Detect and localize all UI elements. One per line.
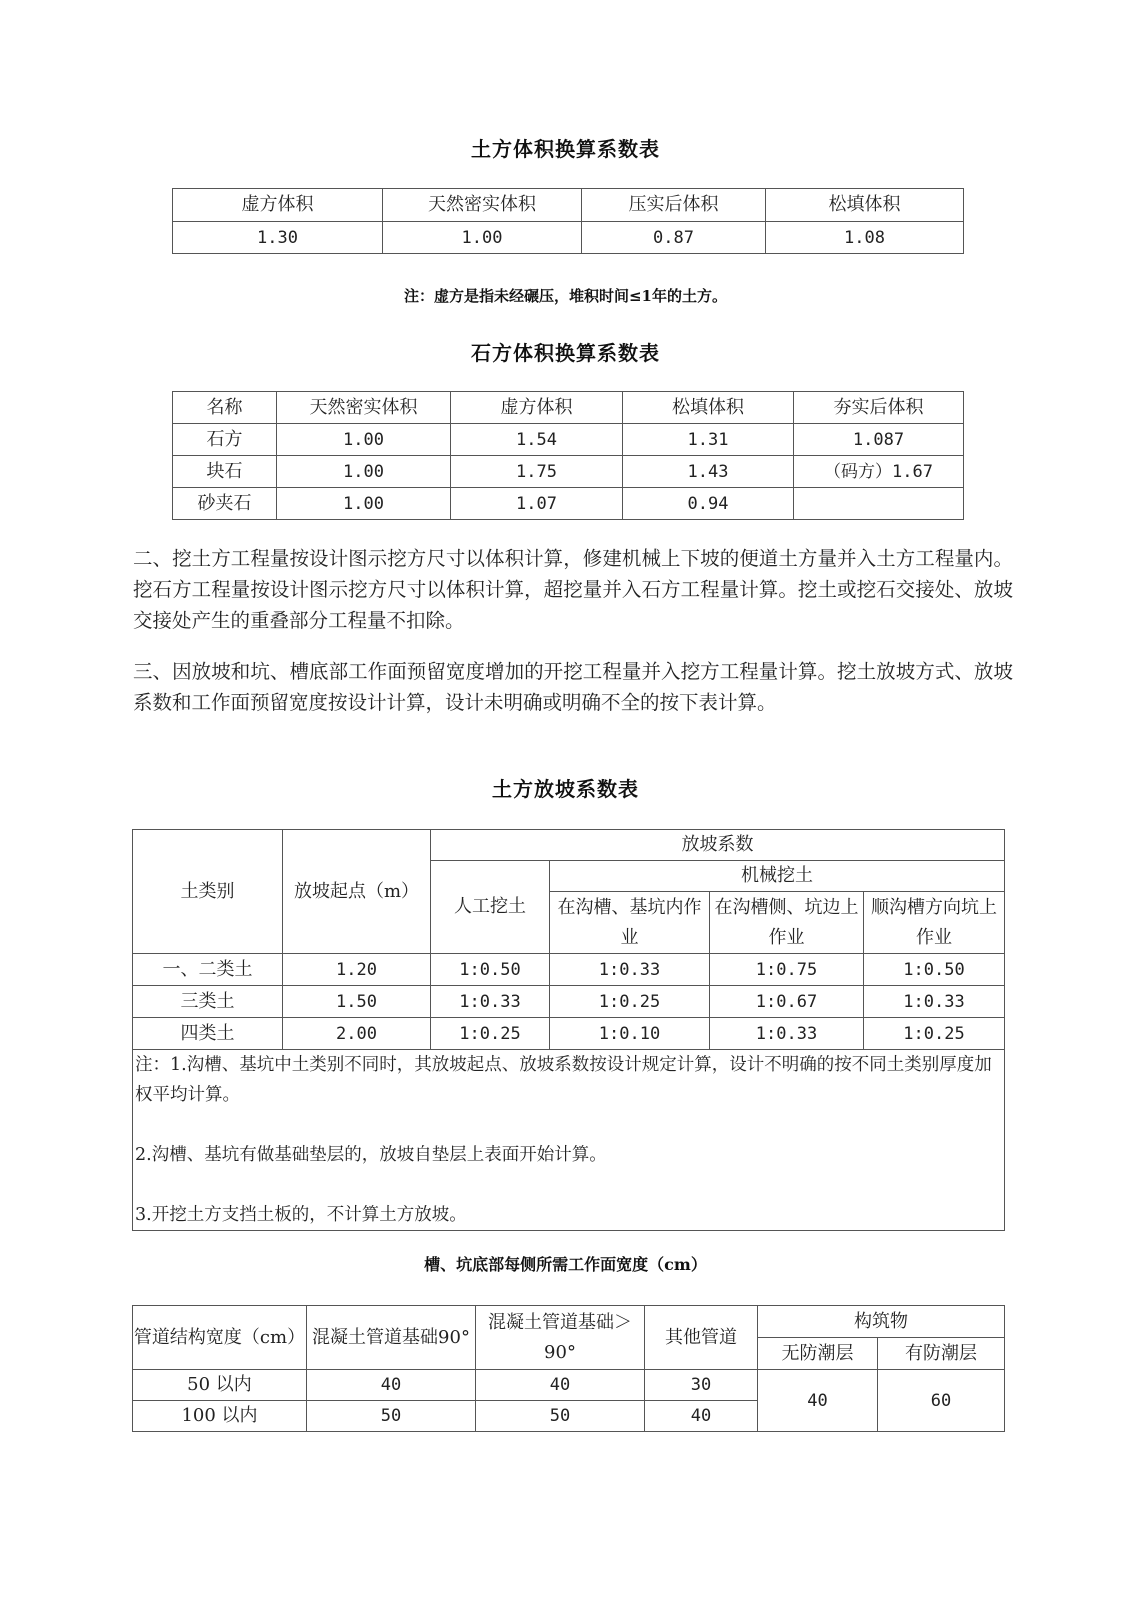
- slope-notes: [133, 1050, 1005, 1231]
- value-cell: 50: [476, 1401, 645, 1432]
- value-cell: 1:0.33: [431, 986, 550, 1018]
- slope-coefficient-table: [132, 829, 1005, 1231]
- header-cell: 夯实后体积: [794, 392, 964, 424]
- value-cell: 1.00: [277, 456, 451, 488]
- value-cell: 30: [645, 1370, 758, 1401]
- value-cell: 1.54: [451, 424, 623, 456]
- paragraph-3: 三、因放坡和坑、槽底部工作面预留宽度增加的开挖工程量并入挖方工程量计算。挖土放坡方式、放坡系数和工作面预留宽度按设计计算，设计未明确或明确不全的按下表计算。: [133, 660, 1013, 714]
- header-machine: 机械挖土: [550, 861, 1005, 892]
- row-label: 一、二类土: [133, 954, 283, 986]
- value-cell: 1.08: [766, 222, 964, 254]
- header-cell: 松填体积: [623, 392, 794, 424]
- table-row: [173, 488, 964, 520]
- value-cell: 1.50: [283, 986, 431, 1018]
- value-cell: 1.30: [173, 222, 383, 254]
- value-cell: 1.20: [283, 954, 431, 986]
- value-cell: 1:0.25: [431, 1018, 550, 1050]
- header-machine-along: 顺沟槽方向坑上作业: [864, 892, 1005, 954]
- value-cell: 40: [476, 1370, 645, 1401]
- value-cell: 1:0.67: [710, 986, 864, 1018]
- value-cell: 1:0.25: [550, 986, 710, 1018]
- earth-volume-table: [172, 188, 964, 254]
- value-cell: 1:0.50: [864, 954, 1005, 986]
- value-cell: 1:0.33: [710, 1018, 864, 1050]
- table-row: [173, 456, 964, 488]
- note-3: 3.开挖土方支挡土板的，不计算土方放坡。: [135, 1205, 467, 1225]
- header-cell: 名称: [173, 392, 277, 424]
- header-cell: 虚方体积: [451, 392, 623, 424]
- value-cell: 1:0.50: [431, 954, 550, 986]
- header-slope-coef: 放坡系数: [431, 830, 1005, 861]
- value-cell: 1:0.33: [550, 954, 710, 986]
- table-row: [173, 424, 964, 456]
- value-cell: 50: [307, 1401, 476, 1432]
- header-manual: 人工挖土: [431, 861, 550, 954]
- header-machine-side: 在沟槽侧、坑边上作业: [710, 892, 864, 954]
- paragraph-2: 二、挖土方工程量按设计图示挖方尺寸以体积计算，修建机械上下坡的便道土方量并入土方工程量内。挖石方工程量按设计图示挖方尺寸以体积计算，超挖量并入石方工程量计算。挖土或挖石交接处、放坡交接处产生的重叠部分工程量不扣除。: [133, 547, 1013, 632]
- value-cell: 2.00: [283, 1018, 431, 1050]
- table1-title: 土方体积换算系数表: [471, 137, 660, 161]
- table-row: [133, 1018, 1005, 1050]
- value-cell: 1.07: [451, 488, 623, 520]
- value-cell: 0.94: [623, 488, 794, 520]
- value-cell: 1.31: [623, 424, 794, 456]
- table2-title: 石方体积换算系数表: [471, 341, 660, 365]
- stone-volume-table: [172, 391, 964, 520]
- header-cell: 压实后体积: [582, 189, 766, 222]
- row-label: 100 以内: [133, 1401, 307, 1432]
- header-cell: 天然密实体积: [383, 189, 582, 222]
- header-structure: 构筑物: [758, 1306, 1005, 1338]
- note-1: 注：1.沟槽、基坑中土类别不同时，其放坡起点、放坡系数按设计规定计算，设计不明确的按不同土类别厚度加权平均计算。: [135, 1055, 992, 1105]
- value-cell: 1:0.25: [864, 1018, 1005, 1050]
- row-label: 石方: [173, 424, 277, 456]
- table3-title: 土方放坡系数表: [492, 777, 639, 801]
- header-cell: 天然密实体积: [277, 392, 451, 424]
- value-cell: 60: [878, 1370, 1005, 1432]
- row-label: 三类土: [133, 986, 283, 1018]
- value-cell: 1.00: [277, 424, 451, 456]
- header-other-pipe: 其他管道: [645, 1306, 758, 1370]
- value-cell: 1:0.75: [710, 954, 864, 986]
- value-cell: 1.75: [451, 456, 623, 488]
- header-slope-start: 放坡起点（m）: [283, 830, 431, 954]
- value-cell: 1.43: [623, 456, 794, 488]
- row-label: 50 以内: [133, 1370, 307, 1401]
- value-cell: 1.00: [383, 222, 582, 254]
- value-cell: 1.00: [277, 488, 451, 520]
- header-cell: 虚方体积: [173, 189, 383, 222]
- row-label: 砂夹石: [173, 488, 277, 520]
- table-row: [133, 954, 1005, 986]
- value-cell: 40: [307, 1370, 476, 1401]
- value-cell: 40: [758, 1370, 878, 1432]
- header-machine-in-pit: 在沟槽、基坑内作业: [550, 892, 710, 954]
- header-no-damp-layer: 无防潮层: [758, 1338, 878, 1370]
- work-surface-width-table: [132, 1305, 1005, 1432]
- header-damp-layer: 有防潮层: [878, 1338, 1005, 1370]
- table-row: [133, 986, 1005, 1018]
- table4-title: 槽、坑底部每侧所需工作面宽度（cm）: [424, 1255, 707, 1274]
- header-concrete-gt90: 混凝土管道基础＞90°: [476, 1306, 645, 1370]
- value-cell: 40: [645, 1401, 758, 1432]
- table1-note: 注：虚方是指未经碾压，堆积时间≤1年的土方。: [403, 287, 727, 305]
- note-2: 2.沟槽、基坑有做基础垫层的，放坡自垫层上表面开始计算。: [135, 1145, 607, 1165]
- row-label: 四类土: [133, 1018, 283, 1050]
- value-cell: 1.087: [794, 424, 964, 456]
- header-pipe-width: 管道结构宽度（cm）: [133, 1306, 307, 1370]
- table-row: [133, 1370, 1005, 1401]
- value-cell: 1:0.33: [864, 986, 1005, 1018]
- value-cell: （码方）1.67: [794, 456, 964, 488]
- value-cell: 1:0.10: [550, 1018, 710, 1050]
- header-concrete-90: 混凝土管道基础90°: [307, 1306, 476, 1370]
- row-label: 块石: [173, 456, 277, 488]
- value-cell: 0.87: [582, 222, 766, 254]
- header-soil-type: 土类别: [133, 830, 283, 954]
- header-cell: 松填体积: [766, 189, 964, 222]
- value-cell: [794, 488, 964, 520]
